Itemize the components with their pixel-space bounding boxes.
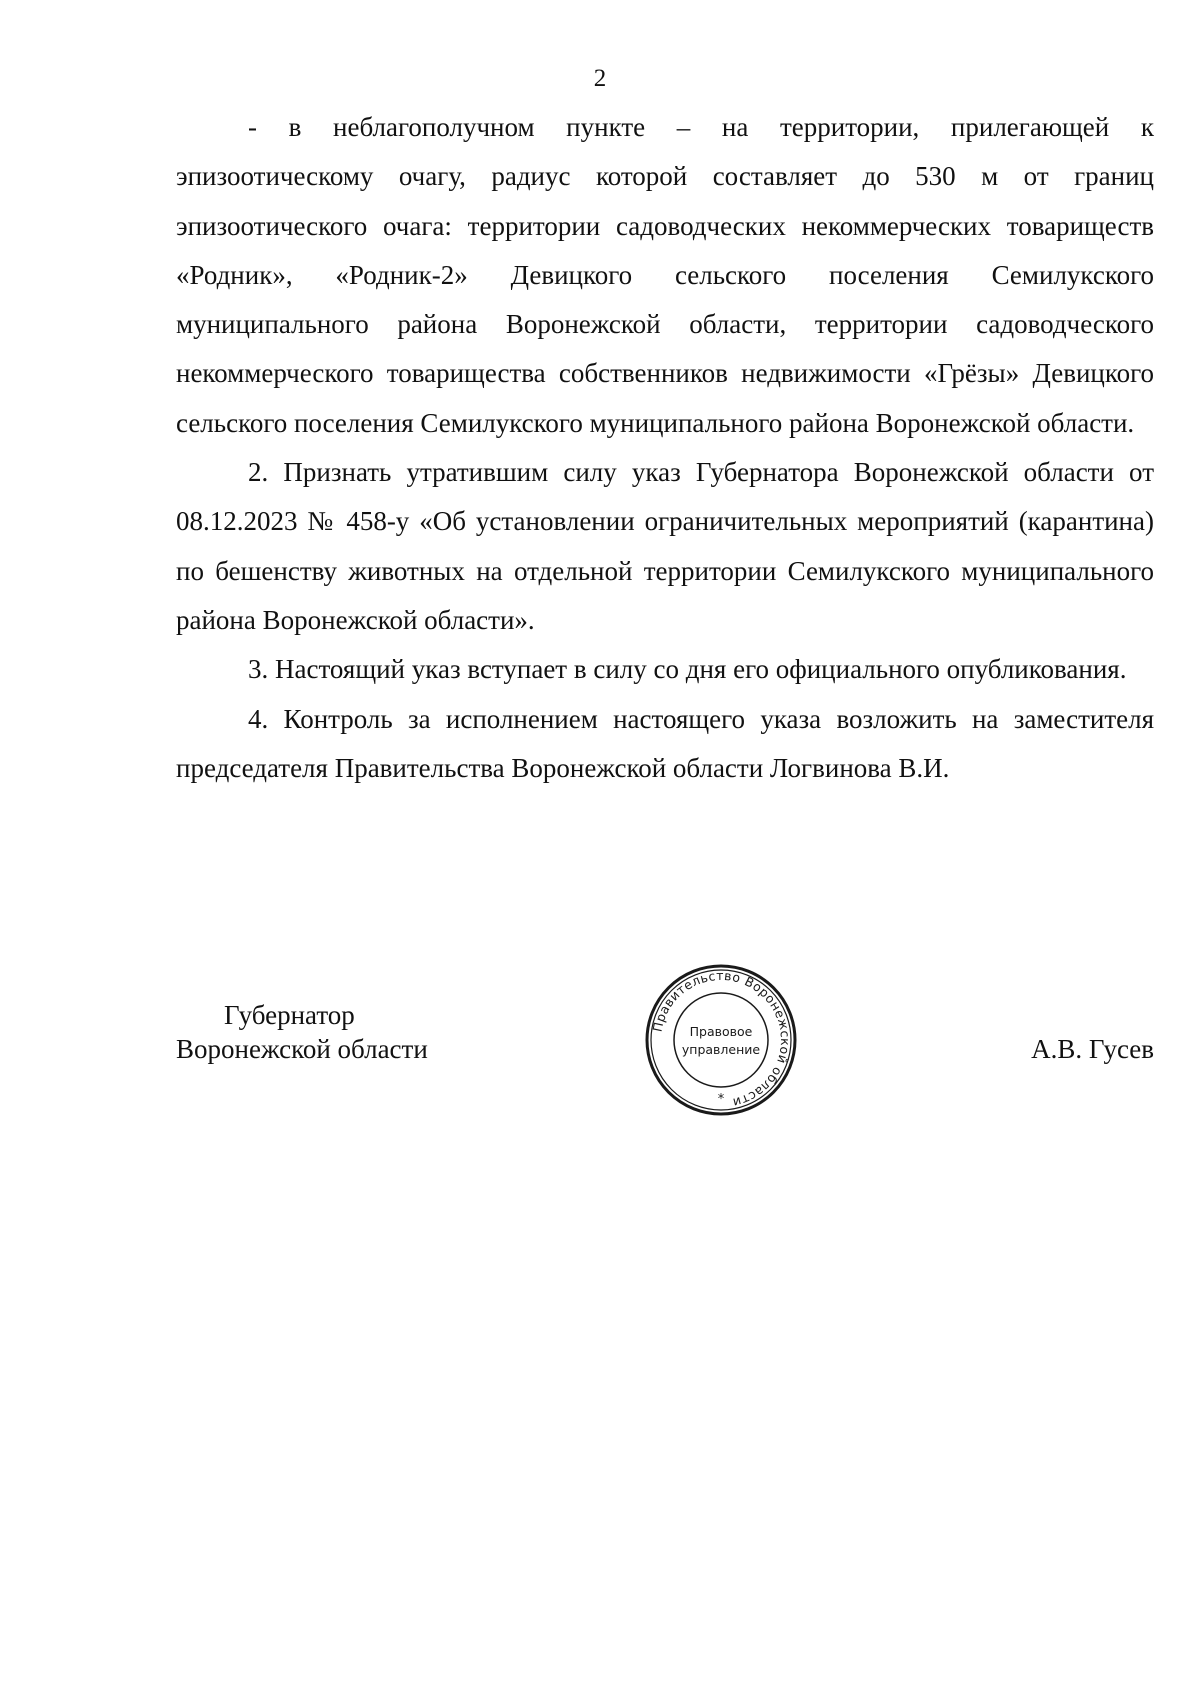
paragraph-item-3: 3. Настоящий указ вступает в силу со дня его официального опубликования. [248,654,1127,685]
document-body [176,103,1154,793]
stamp-inner-line-1: Правовое [689,1024,753,1039]
page-number: 2 [593,65,607,92]
signature-block [176,960,1154,1130]
official-stamp [641,960,801,1120]
paragraph-territory: - в неблагополучном пункте – на территории, прилегающей к эпизоотическому очагу, радиус которой составляет до 530 м от границ эпизоотического очага: территории садоводческих некоммерческих товариществ «Родник», «Родник-2» Девицкого сельского поселения Семилукского муниципального района Воронежской области, территории садоводческого некоммерческого товарищества собственников недвижимости «Грёзы» Девицкого сельского поселения Семилукского муниципального района Воронежской области. [176,112,1154,438]
stamp-outer-text: Правительство Воронежской области [649,967,794,1111]
paragraph-item-2: 2. Признать утратившим силу указ Губернатора Воронежской области от 08.12.2023 № 458-у «Об установлении ограничительных мероприятий (карантина) по бешенству животных на отдельной территории Семилукского муниципального района Воронежской области». [176,457,1154,635]
signatory-name: А.В. Гусев [1031,1034,1154,1064]
stamp-inner-line-2: управление [681,1042,761,1057]
position-line-1: Губернатор [224,1000,355,1030]
signatory-position [176,998,428,1066]
stamp-star-icon: * [717,1092,725,1107]
paragraph-item-4: 4. Контроль за исполнением настоящего указа возложить на заместителя председателя Правительства Воронежской области Логвинова В.И. [176,703,1154,783]
stamp-icon [641,960,801,1120]
stamp-inner-ring [674,993,768,1087]
position-line-2: Воронежской области [176,1034,428,1064]
